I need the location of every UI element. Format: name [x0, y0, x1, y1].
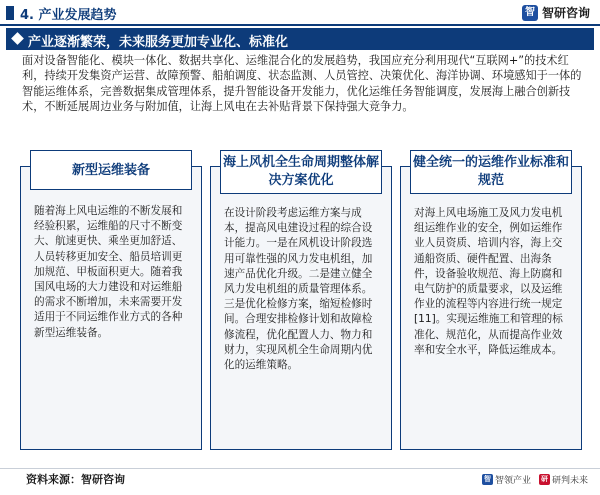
brand-logo-icon: 智 [522, 5, 538, 21]
diamond-bullet-icon [11, 32, 24, 45]
card-body: 对海上风电场施工及风力发电机组运维作业的安全，例如运维作业人员资质、培训内容，海上交通船资质、硬件配置、出海条件，设备验收规范、海上防腐和电气防护的质量要求，以及运维作业的流程等内容进行统一规定[11]。实现运维施工和管理的标准化、规范化，从而提高作业效率和安全水平，降低运维成本。 [414, 207, 563, 356]
top-header [0, 0, 600, 26]
section-accent-bar [6, 6, 14, 20]
intro-paragraph: 面对设备智能化、模块一体化、数据共享化、运维混合化的发展趋势，我国应充分利用现代“互联网+”的技术红利，持续开发集资产运营、故障预警、船舶调度、状态监测、人员管控、决策优化、海洋协调、环境感知于一体的智能运维体系，完善数据集成管理体系，提升智能设备开发能力，优化运维任务智能调度，发展海上融合创新技术，不断延展周边业务与附加值，让海上风电在去补贴背景下保持强大竞争力。 [22, 54, 582, 113]
footer-brand-1 [482, 473, 531, 486]
trend-card-lifecycle [210, 150, 392, 450]
footer-brands [482, 473, 588, 486]
card-title: 健全统一的运维作业标准和规范 [410, 150, 572, 194]
card-title: 新型运维装备 [30, 150, 192, 190]
footer-brand-2 [539, 473, 588, 486]
section-title: 4. 产业发展趋势 [20, 8, 117, 23]
subtitle-banner [6, 28, 594, 50]
brand-name: 智研咨询 [541, 6, 590, 20]
card-title: 海上风机全生命周期整体解决方案优化 [220, 150, 382, 194]
card-body: 随着海上风电运维的不断发展和经验积累，运维船的尺寸不断变大、航速更快、乘坐更加舒适、人员转移更加安全、船员培训更加规范、甲板面积更大。随着我国风电场的大力建设和对运维船的需求不断增加，未来需要开发适用于不同运维作业方式的各种新型运维装备。 [34, 205, 183, 339]
header-divider [0, 24, 600, 26]
footer-logo-icon: 智 [483, 475, 491, 483]
footer-slogan-1: 智领产业 [494, 476, 531, 486]
footer-divider [0, 468, 600, 469]
footer-logo-icon: 研 [540, 475, 548, 483]
footer-slogan-2: 研判未来 [551, 476, 588, 486]
brand-header [522, 4, 590, 21]
card-body: 在设计阶段考虑运维方案与成本，提高风电建设过程的综合设计能力。一是在风机设计阶段选用可靠性强的风力发电机组，加速产品优化升级。二是建立健全风力发电机组的质量管理体系。三是优化检修方案，缩短检修时间。合理安排检修计划和故障检修流程，优化配置人力、物力和财力，实现风机全生命周期内优化的运维策略。 [224, 207, 373, 372]
data-source: 资料来源：智研咨询 [26, 473, 125, 486]
trend-card-standards [400, 150, 582, 450]
trend-card-equipment [20, 150, 202, 450]
banner-text: 产业逐渐繁荣，未来服务更加专业化、标准化 [28, 35, 289, 50]
